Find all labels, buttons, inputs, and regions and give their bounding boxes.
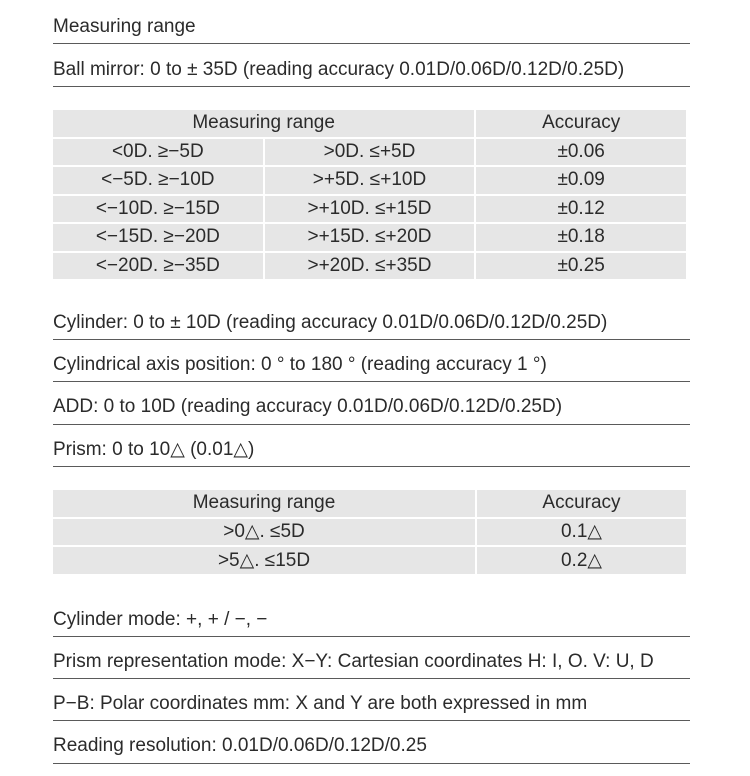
prism-range: >0△. ≤5D [53, 519, 475, 546]
accuracy-value: ±0.06 [476, 139, 686, 166]
accuracy-value: ±0.09 [476, 167, 686, 194]
range-negative: <0D. ≥−5D [53, 139, 263, 166]
accuracy-value: ±0.12 [476, 196, 686, 223]
header-accuracy: Accuracy [477, 490, 686, 517]
accuracy-value: 0.1△ [477, 519, 686, 546]
prism-accuracy-table [51, 488, 688, 576]
table-row [53, 196, 686, 223]
divider [53, 43, 690, 44]
range-negative: <−15D. ≥−20D [53, 224, 263, 251]
range-positive: >+20D. ≤+35D [265, 253, 475, 280]
ball-mirror-spec: Ball mirror: 0 to ± 35D (reading accuracy 0.01D/0.06D/0.12D/0.25D) [53, 59, 625, 80]
divider [53, 720, 690, 721]
divider [53, 339, 690, 340]
range-positive: >+15D. ≤+20D [265, 224, 475, 251]
prism-spec: Prism: 0 to 10△ (0.01△) [53, 439, 255, 460]
spherical-accuracy-table [51, 108, 688, 281]
header-measuring-range: Measuring range [53, 490, 475, 517]
table-row [53, 224, 686, 251]
cylinder-mode-spec: Cylinder mode: +, + / −, − [53, 609, 268, 630]
divider [53, 466, 690, 467]
accuracy-value: 0.2△ [477, 547, 686, 574]
divider [53, 381, 690, 382]
add-spec: ADD: 0 to 10D (reading accuracy 0.01D/0.06D/0.12D/0.25D) [53, 396, 563, 417]
range-positive: >+5D. ≤+10D [265, 167, 475, 194]
cylinder-spec: Cylinder: 0 to ± 10D (reading accuracy 0.01D/0.06D/0.12D/0.25D) [53, 312, 608, 333]
accuracy-value: ±0.25 [476, 253, 686, 280]
header-measuring-range: Measuring range [53, 110, 474, 137]
divider [53, 424, 690, 425]
table-row [53, 519, 686, 546]
section-title: Measuring range [53, 16, 196, 37]
divider [53, 636, 690, 637]
range-negative: <−20D. ≥−35D [53, 253, 263, 280]
table-row [53, 253, 686, 280]
polar-coordinates-spec: P−B: Polar coordinates mm: X and Y are both expressed in mm [53, 693, 588, 714]
divider [53, 763, 690, 764]
table-row [53, 139, 686, 166]
divider [53, 678, 690, 679]
prism-range: >5△. ≤15D [53, 547, 475, 574]
prism-mode-spec: Prism representation mode: X−Y: Cartesian coordinates H: I, O. V: U, D [53, 651, 654, 672]
table-header-row [53, 490, 686, 517]
table-header-row [53, 110, 686, 137]
reading-resolution-spec: Reading resolution: 0.01D/0.06D/0.12D/0.25 [53, 735, 427, 756]
header-accuracy: Accuracy [476, 110, 686, 137]
table-row [53, 167, 686, 194]
cylindrical-axis-spec: Cylindrical axis position: 0 ° to 180 ° (reading accuracy 1 °) [53, 354, 547, 375]
accuracy-value: ±0.18 [476, 224, 686, 251]
table-row [53, 547, 686, 574]
range-positive: >0D. ≤+5D [265, 139, 475, 166]
range-negative: <−5D. ≥−10D [53, 167, 263, 194]
range-negative: <−10D. ≥−15D [53, 196, 263, 223]
divider [53, 86, 690, 87]
range-positive: >+10D. ≤+15D [265, 196, 475, 223]
